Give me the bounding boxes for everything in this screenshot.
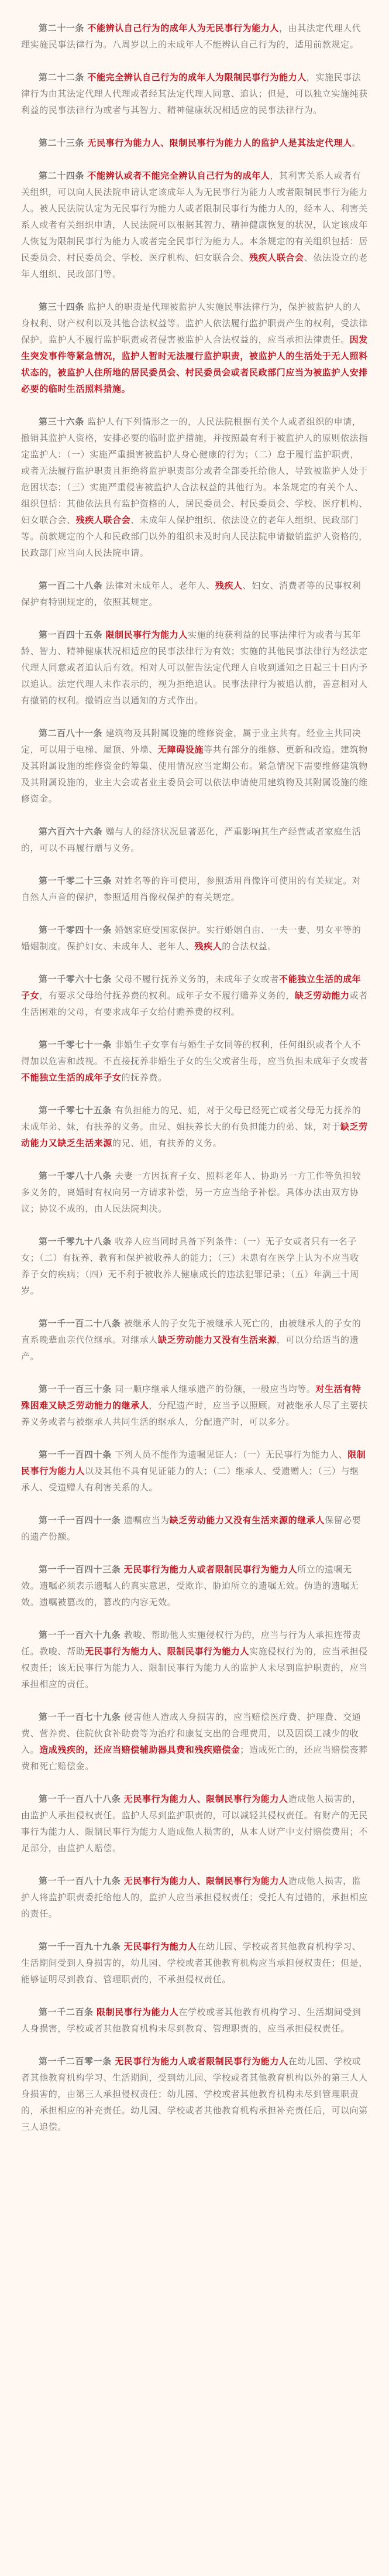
highlight-text: 残疾人 xyxy=(215,580,243,591)
article-text: ，其利害关系人或者有关组织，可以向人民法院申请认定该成年人为无民事行为能力人或者限制民事行为能力人。被人民法院认定为无民事行为能力人或者限制民事行为能力人的，经本人、利害关系人或者有关组织申请，人民法院可以根据其智力、精神健康恢复的状况，认定该成年人恢复为限制民事行为能力人或者完全民事行为能力人。本条规定的有关组织包括：居民委员会、村民委员会、学校、医疗机构、妇女联合会、 xyxy=(21,170,368,263)
article-text: 父母不履行抚养义务的，未成年子女或者 xyxy=(115,974,279,984)
highlight-text: 限制民事行为能力人 xyxy=(105,630,188,640)
law-article-paragraph xyxy=(21,1102,368,1151)
article-number: 第一百二十八条 xyxy=(39,580,103,591)
law-article-paragraph xyxy=(21,1036,368,1086)
article-text: ，可以分给适当的遗产。 xyxy=(21,1335,359,1361)
law-article-paragraph xyxy=(21,1168,368,1217)
article-number: 第三十六条 xyxy=(39,416,85,427)
article-text: 监护人有下列情形之一的，人民法院根据有关个人或者组织的申请，撤销其监护人资格，安排必要的临时监护措施，并按照最有利于被监护人的原则依法指定监护人：（一）实施严重损害被监护人身心健康的行为；（二）怠于履行监护职责，或者无法履行监护职责且拒绝将监护职责部分或者全部委托给他人，导致被监护人处于危困状态；（三）实施严重侵害被监护人合法权益的其他行为。本条规定的有关个人、组织包括：其他依法具有监护资格的人，居民委员会、村民委员会、学校、医疗机构、妇女联合会、 xyxy=(21,416,368,525)
article-text: ；造成死亡的，还应当赔偿丧葬费和死亡赔偿金。 xyxy=(21,1744,368,1771)
article-text: 非婚生子女享有与婚生子女同等的权利，任何组织或者个人不得加以危害和歧视。不直接抚养非婚生子女的生父或者生母，应当负担未成年子女或者 xyxy=(21,1039,368,1066)
article-number: 第一百四十五条 xyxy=(39,630,103,640)
highlight-text: 残疾人联合会 xyxy=(75,515,131,525)
highlight-text: 缺乏劳动能力又没有生活来源的继承人 xyxy=(169,1515,325,1525)
law-article-paragraph xyxy=(21,69,368,118)
law-article-paragraph xyxy=(21,1561,368,1610)
law-article-paragraph xyxy=(21,1709,368,1774)
law-article-paragraph xyxy=(21,299,368,397)
article-text: 造成他人损害，监护人将监护职责委托给他人的，监护人应当承担侵权责任；受托人有过错的，承担相应的责任。 xyxy=(21,1876,368,1919)
article-number: 第一千一百六十九条 xyxy=(39,1630,121,1640)
law-article-paragraph xyxy=(21,971,368,1020)
highlight-text: 造成残疾的，还应当赔偿辅助器具费和残疾赔偿金 xyxy=(39,1744,240,1755)
article-number: 第一千零八十八条 xyxy=(39,1171,112,1181)
article-number: 第一千二百条 xyxy=(39,2007,94,2017)
highlight-text: 无民事行为能力人 xyxy=(123,1941,197,1952)
article-number: 第六百六十六条 xyxy=(39,826,103,837)
article-text: 被继承人的子女先于被继承人死亡的，由被继承人的子女的直系晚辈血亲代位继承。对继承人 xyxy=(21,1318,362,1345)
article-text: 在幼儿园、学校或者其他教育机构学习、生活期间，受到幼儿园、学校或者其他教育机构以外的第三人人身损害的，由第三人承担侵权责任；幼儿园、学校或者其他教育机构未尽到管理职责的，承担相应的补充责任。幼儿园、学校或者其他教育机构承担补充责任后，可以向第三人追偿。 xyxy=(21,2056,368,2132)
law-article-paragraph xyxy=(21,2004,368,2037)
article-text: 遗嘱应当为 xyxy=(123,1515,170,1525)
law-article-paragraph xyxy=(21,1791,368,1856)
article-text: 的合法权益。 xyxy=(222,941,277,952)
article-text: 建筑物及其附属设施的维修资金，属于业主共有。经业主共同决定，可以用于电梯、屋顶、外墙、 xyxy=(21,728,362,755)
highlight-text: 无民事行为能力人、限制民事行为能力人 xyxy=(123,1876,288,1886)
article-number: 第一千零二十三条 xyxy=(39,875,112,886)
highlight-text: 不能完全辨认自己行为的成年人为限制民事行为能力人 xyxy=(87,72,307,83)
article-number: 第一千一百二十八条 xyxy=(39,1318,121,1329)
article-text: ，有要求父母给付抚养费的权利。成年子女不履行赡养义务的， xyxy=(39,990,295,1001)
highlight-text: 限制民事行为能力人 xyxy=(96,2007,179,2017)
article-text: 造成他人损害的，由监护人承担侵权责任。监护人尽到监护职责的，可以减轻其侵权责任。有财产的无民事行为能力人、限制民事行为能力人造成他人损害的，从本人财产中支付赔偿费用；不足部分，由监护人赔偿。 xyxy=(21,1794,368,1853)
article-number: 第三十四条 xyxy=(39,302,85,312)
highlight-text: 缺乏劳动能力 xyxy=(295,990,350,1001)
article-text: 的兄、姐，有扶养的义务。 xyxy=(112,1138,222,1148)
article-text: 的抚养费。 xyxy=(121,1072,167,1083)
highlight-text: 残疾人联合会 xyxy=(249,252,304,263)
law-article-paragraph xyxy=(21,577,368,610)
highlight-text: 无民事行为能力人、限制民事行为能力人 xyxy=(85,1646,250,1657)
law-article-paragraph xyxy=(21,725,368,807)
law-article-paragraph xyxy=(21,1315,368,1364)
law-article-paragraph xyxy=(21,1446,368,1496)
highlight-text: 缺乏劳动能力又没有生活来源 xyxy=(158,1335,277,1345)
article-text: 下列人员不能作为遗嘱见证人：（一）无民事行为能力人、 xyxy=(115,1449,348,1460)
article-text: 、未成年人保护组织、依法设立的老年人组织、民政部门等。前款规定的个人和民政部门以外的组织未及时向人民法院申请撤销监护人资格的，民政部门应当向人民法院申请。 xyxy=(21,515,368,558)
article-text: 教唆、帮助他人实施侵权行为的，应当与行为人承担连带责任。教唆、帮助 xyxy=(21,1630,362,1657)
law-article-paragraph xyxy=(21,1627,368,1692)
law-article-paragraph xyxy=(21,167,368,282)
article-number: 第一千一百七十九条 xyxy=(39,1712,121,1722)
highlight-text: 限制民事行为能力人 xyxy=(21,1449,366,1476)
article-number: 第二十三条 xyxy=(39,138,85,148)
article-text: 夫妻一方因抚育子女、照料老年人、协助另一方工作等负担较多义务的，离婚时有权向另一方请求补偿，另一方应当给予补偿。具体办法由双方协议；协议不成的，由人民法院判决。 xyxy=(21,1171,362,1214)
article-number: 第一千零四十一条 xyxy=(39,925,112,935)
highlight-text: 因发生突发事件等紧急情况，监护人暂时无法履行监护职责，被监护人的生活处于无人照料状态的，被监护人住所地的居民委员会、村民委员会或者民政部门应当为被监护人安排必要的临时生活照料措施。 xyxy=(21,334,368,394)
article-text: 法律对未成年人、老年人、 xyxy=(105,580,215,591)
law-article-paragraph xyxy=(21,627,368,709)
law-article-paragraph xyxy=(21,1512,368,1545)
law-article-paragraph xyxy=(21,135,368,151)
article-number: 第一千一百八十九条 xyxy=(39,1876,121,1886)
law-article-paragraph xyxy=(21,1381,368,1430)
article-number: 第二百八十一条 xyxy=(39,728,103,738)
highlight-text: 不能独立生活的成年子女 xyxy=(21,1072,122,1083)
article-number: 第一千一百八十八条 xyxy=(39,1794,121,1804)
article-number: 第一千二百零一条 xyxy=(39,2056,112,2067)
article-text: 等共有部分的维修、更新和改造。建筑物及其附属设施的维修资金的筹集、使用情况应当定期公布。紧急情况下需要维修建筑物及其附属设施的，业主大会或者业主委员会可以依法申请使用建筑物及其附属设施的维修资金。 xyxy=(21,744,368,804)
article-text: ，实施民事法律行为由其法定代理人代理或者经其法定代理人同意、追认；但是，可以独立实施纯获利益的民事法律行为或者与其智力、精神健康状况相适应的民事法律行为。 xyxy=(21,72,368,115)
article-number: 第二十二条 xyxy=(39,72,85,83)
law-article-paragraph xyxy=(21,1233,368,1299)
article-text: 、依法设立的老年人组织、民政部门等。 xyxy=(21,252,368,279)
highlight-text: 无民事行为能力人、限制民事行为能力人 xyxy=(123,1794,288,1804)
article-number: 第一千零七十五条 xyxy=(39,1105,112,1116)
article-text: 监护人的职责是代理被监护人实施民事法律行为，保护被监护人的人身权利、财产权利以及其他合法权益等。监护人依法履行监护职责产生的权利，受法律保护。监护人不履行监护职责或者侵害被监护人合法权益的，应当承担法律责任。 xyxy=(21,302,368,345)
law-article-paragraph xyxy=(21,2053,368,2135)
article-number: 第一千零九十八条 xyxy=(39,1236,112,1247)
article-text: ，分配遗产时，应当予以照顾。对被继承人尽了主要扶养义务或者与被继承人共同生活的继承人，分配遗产时，可以多分。 xyxy=(21,1400,368,1427)
article-text: 收养人应当同时具备下列条件：（一）无子女或者只有一名子女；（二）有抚养、教育和保护被收养人的能力；（三）未患有在医学上认为不应当收养子女的疾病；（四）无不利于被收养人健康成长的违法犯罪记录；（五）年满三十周岁。 xyxy=(21,1236,359,1296)
article-text: 对姓名等的许可使用，参照适用肖像许可使用的有关规定。对自然人声音的保护，参照适用肖像权保护的有关规定。 xyxy=(21,875,362,902)
highlight-text: 无障碍设施 xyxy=(158,744,204,755)
article-text: 以及其他不具有见证能力的人；（二）继承人、受遗赠人；（三）与继承人、受遗赠人有利害关系的人。 xyxy=(21,1466,359,1493)
article-text: 实施侵权行为的，应当承担侵权责任；该无民事行为能力人、限制民事行为能力人的监护人未尽到监护职责的，应当承担相应的责任。 xyxy=(21,1646,368,1689)
law-article-paragraph xyxy=(21,413,368,561)
law-article-paragraph xyxy=(21,1938,368,1987)
article-text: 保留必要的遗产份额。 xyxy=(21,1515,362,1542)
highlight-text: 无民事行为能力人或者限制民事行为能力人 xyxy=(123,1564,298,1575)
article-number: 第一千一百九十九条 xyxy=(39,1941,121,1952)
law-article-paragraph xyxy=(21,823,368,856)
article-number: 第一千零六十七条 xyxy=(39,974,112,984)
article-text: 或者生活困难的父母，有要求成年子女给付赡养费的权利。 xyxy=(21,990,368,1017)
highlight-text: 不能独立生活的成年子女 xyxy=(21,974,362,1001)
law-article-paragraph xyxy=(21,922,368,955)
article-number: 第一千一百四十一条 xyxy=(39,1515,121,1525)
law-article-paragraph xyxy=(21,1873,368,1922)
article-text: ，由其法定代理人代理实施民事法律行为。八周岁以上的未成年人不能辨认自己行为的，适用前款规定。 xyxy=(21,23,362,50)
article-number: 第二十一条 xyxy=(39,23,85,33)
article-number: 第一千零七十一条 xyxy=(39,1039,112,1050)
article-text: 婚姻家庭受国家保护。实行婚姻自由、一夫一妻、男女平等的婚姻制度。保护妇女、未成年人、老年人、 xyxy=(21,925,362,952)
article-text: 、妇女、消费者等的民事权利保护有特别规定的，依照其规定。 xyxy=(21,580,362,607)
article-text: 所立的遗嘱无效。遗嘱必须表示遗嘱人的真实意思，受欺诈、胁迫所立的遗嘱无效。伪造的遗嘱无效。遗嘱被篡改的，篡改的内容无效。 xyxy=(21,1564,359,1607)
article-number: 第二十四条 xyxy=(39,170,85,181)
highlight-text: 不能辨认或者不能完全辨认自己行为的成年人 xyxy=(87,170,270,181)
law-article-paragraph xyxy=(21,20,368,53)
article-number: 第一千一百四十条 xyxy=(39,1449,112,1460)
article-text: 有负担能力的兄、姐，对于父母已经死亡或者父母无力抚养的未成年弟、妹，有扶养的义务。由兄、姐扶养长大的有负担能力的弟、妹，对于 xyxy=(21,1105,362,1132)
article-text: 同一顺序继承人继承遗产的份额，一般应当均等。 xyxy=(115,1384,316,1394)
highlight-text: 缺乏劳动能力又缺乏生活来源 xyxy=(21,1121,368,1148)
article-text: 在学校或者其他教育机构学习、生活期间受到人身损害，学校或者其他教育机构未尽到教育、管理职责的，应当承担侵权责任。 xyxy=(21,2007,362,2034)
article-text: 在幼儿园、学校或者其他教育机构学习、生活期间受到人身损害的，幼儿园、学校或者其他教育机构应当承担侵权责任；但是，能够证明尽到教育、管理职责的，不承担侵权责任。 xyxy=(21,1941,368,1985)
article-text: 赠与人的经济状况显著恶化，严重影响其生产经营或者家庭生活的，可以不再履行赠与义务。 xyxy=(21,826,362,853)
highlight-text: 无民事行为能力人、限制民事行为能力人的监护人是其法定代理人 xyxy=(87,138,352,148)
highlight-text: 残疾人 xyxy=(194,941,222,952)
article-number: 第一千一百四十三条 xyxy=(39,1564,121,1575)
article-number: 第一千一百三十条 xyxy=(39,1384,112,1394)
highlight-text: 无民事行为能力人或者限制民事行为能力人 xyxy=(115,2056,288,2067)
article-text: 实施的纯获利益的民事法律行为或者与其年龄、智力、精神健康状况相适应的民事法律行为有效；实施的其他民事法律行为经法定代理人同意或者追认后有效。相对人可以催告法定代理人自收到通知之日起三十日内予以追认。法定代理人未作表示的，视为拒绝追认。民事法律行为被追认前，善意相对人有撤销的权利。撤销应当以通知的方式作出。 xyxy=(21,630,368,706)
highlight-text: 对生活有特殊困难又缺乏劳动能力的继承人 xyxy=(21,1384,362,1411)
law-article-paragraph xyxy=(21,873,368,905)
article-text: 。 xyxy=(352,138,362,148)
highlight-text: 不能辨认自己行为的成年人为无民事行为能力人 xyxy=(87,23,279,33)
article-text: 侵害他人造成人身损害的，应当赔偿医疗费、护理费、交通费、营养费、住院伙食补助费等为治疗和康复支出的合理费用，以及因误工减少的收入。 xyxy=(21,1712,362,1755)
